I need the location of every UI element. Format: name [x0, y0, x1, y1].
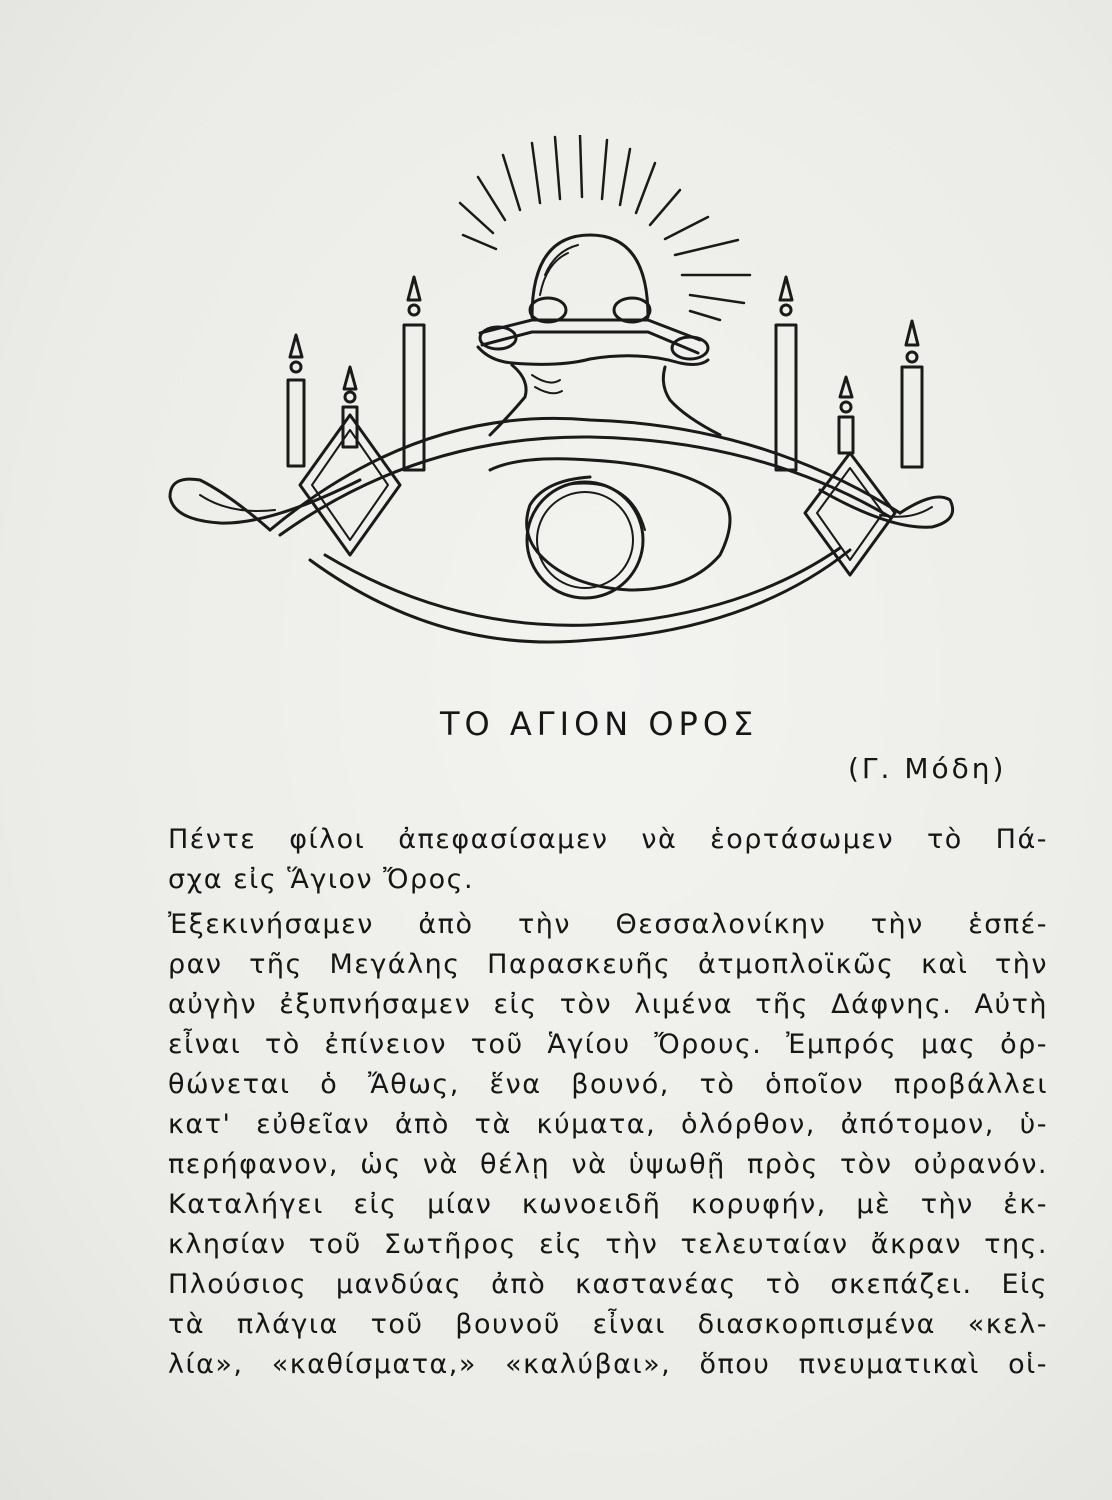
page-title: ΤΟ ΑΓΙΟΝ ΟΡΟΣ [440, 705, 759, 743]
body-text [168, 820, 1048, 1385]
text-line: λία», «καθίσματα,» «καλύβαι», ὅπου πνευματικαὶ οἱ- [168, 1349, 1048, 1380]
text-line: Πέντε φίλοι ἀπεφασίσαμεν νὰ ἑορτάσωμεν τὸ Πά- [168, 824, 1048, 855]
sun-candles-eye-ornament-icon [160, 135, 960, 655]
text-line: περήφανον, ὡς νὰ θέλῃ νὰ ὑψωθῇ πρὸς τὸν οὐρανόν. [168, 1149, 1048, 1180]
text-line: Πλούσιος μανδύας ἀπὸ καστανέας τὸ σκεπάζει. Εἰς [168, 1269, 1048, 1300]
author-credit: (Γ. Μόδη) [848, 752, 1007, 785]
text-line: Καταλήγει εἰς μίαν κωνοειδῆ κορυφήν, μὲ τὴν ἐκ- [168, 1189, 1048, 1220]
text-line: τὰ πλάγια τοῦ βουνοῦ εἶναι διασκορπισμένα «κελ- [168, 1309, 1048, 1340]
text-line: Ἐξεκινήσαμεν ἀπὸ τὴν Θεσσαλονίκην τὴν ἑσπέ- [168, 909, 1048, 940]
text-line: κατ' εὐθεῖαν ἀπὸ τὰ κύματα, ὁλόρθον, ἀπότομον, ὑ- [168, 1109, 1048, 1140]
text-line: ραν τῆς Μεγάλης Παρασκευῆς ἀτμοπλοϊκῶς καὶ τὴν [168, 949, 1048, 980]
text-line: κλησίαν τοῦ Σωτῆρος εἰς τὴν τελευταίαν ἄκραν της. [168, 1229, 1048, 1260]
sun-rays [460, 135, 750, 320]
text-line: σχα εἰς Ἅγιον Ὄρος. [168, 864, 475, 895]
text-line: θώνεται ὁ Ἄθως, ἕνα βουνό, τὸ ὁποῖον προβάλλει [168, 1069, 1048, 1100]
text-line: αὐγὴν ἐξυπνήσαμεν εἰς τὸν λιμένα τῆς Δάφνης. Αὐτὴ [168, 989, 1048, 1020]
text-line: εἶναι τὸ ἐπίνειον τοῦ Ἁγίου Ὄρους. Ἐμπρός μας ὀρ- [168, 1029, 1048, 1060]
